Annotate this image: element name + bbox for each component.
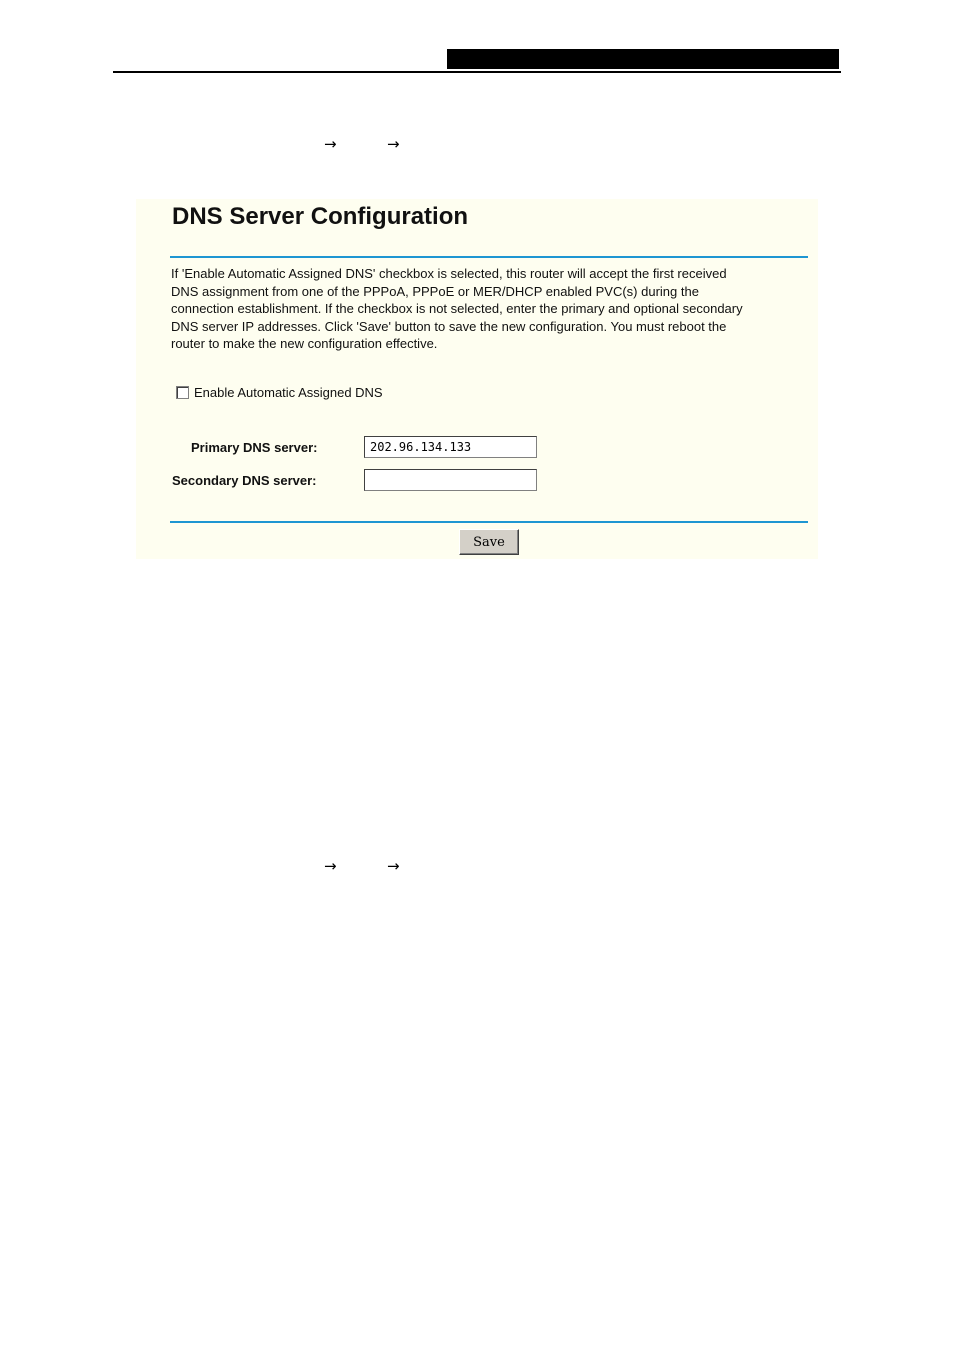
description-line: If 'Enable Automatic Assigned DNS' checkbox is selected, this router will accept the first received — [171, 266, 727, 281]
auto-dns-checkbox[interactable] — [176, 386, 189, 399]
description-line: router to make the new configuration effective. — [171, 336, 438, 352]
page-title: DNS Server Configuration — [172, 203, 469, 230]
save-button[interactable]: Save — [459, 529, 519, 555]
dns-config-panel — [136, 199, 818, 559]
nav-arrow-icon: → — [324, 135, 337, 153]
primary-dns-label: Primary DNS server: — [191, 440, 318, 455]
footer-divider — [170, 521, 808, 523]
nav-arrow-icon: → — [387, 135, 400, 153]
header-bar — [447, 49, 839, 69]
description-line: DNS server IP addresses. Click 'Save' button to save the new configuration. You must reboot the — [171, 318, 727, 334]
description-line: DNS assignment from one of the PPPoA, PPPoE or MER/DHCP enabled PVC(s) during the — [171, 283, 699, 299]
auto-dns-label: Enable Automatic Assigned DNS — [194, 385, 383, 400]
header-rule — [113, 71, 841, 73]
primary-dns-input[interactable] — [364, 436, 537, 458]
secondary-dns-input[interactable] — [364, 469, 537, 491]
title-divider — [170, 256, 808, 258]
description-line: connection establishment. If the checkbox is not selected, enter the primary and optional secondary — [171, 301, 743, 317]
nav-arrow-icon: → — [324, 857, 337, 875]
description — [171, 265, 811, 353]
nav-arrow-icon: → — [387, 857, 400, 875]
auto-dns-row — [176, 385, 383, 400]
secondary-dns-label: Secondary DNS server: — [172, 473, 317, 488]
